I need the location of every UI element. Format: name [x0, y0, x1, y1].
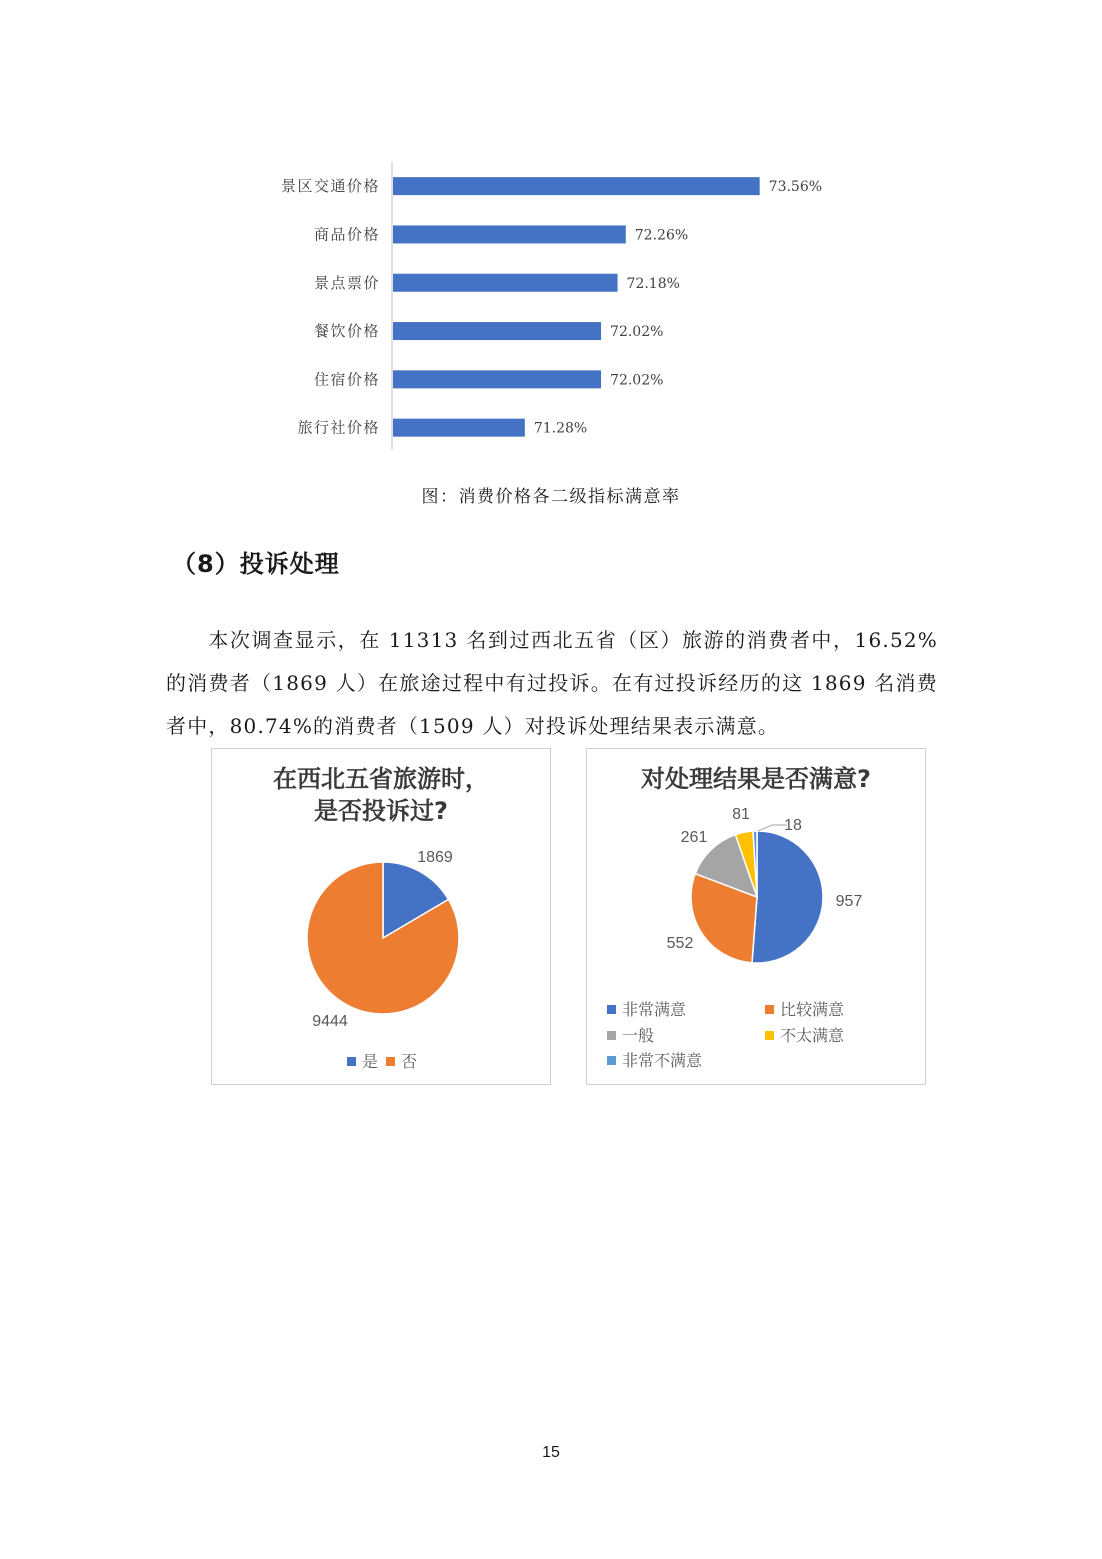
legend-item [765, 1023, 844, 1046]
legend-label: 比较满意 [780, 1000, 845, 1019]
legend-label: 非常满意 [622, 1000, 687, 1019]
bar [393, 419, 525, 437]
legend-swatch [765, 1031, 774, 1040]
legend-swatch [607, 1056, 616, 1065]
legend-swatch [607, 1005, 616, 1014]
bar [393, 370, 601, 388]
legend-item [765, 997, 844, 1020]
legend-item [607, 1023, 654, 1046]
bar-category-label: 景区交通价格 [280, 177, 380, 196]
bar [393, 177, 760, 195]
bar-chart [264, 140, 840, 476]
legend-swatch [607, 1031, 616, 1040]
bar-value-label: 71.28% [533, 420, 588, 437]
bar [393, 225, 626, 243]
pie-chart-legend [212, 1049, 550, 1073]
bar-category-label: 商品价格 [313, 225, 380, 244]
pie-chart-legend [587, 997, 925, 1077]
pie-chart-complaint [211, 748, 551, 1085]
legend-item [347, 1049, 378, 1072]
body-paragraph-text: 本次调查显示，在 11313 名到过西北五省（区）旅游的消费者中，16.52%的消费者（1869 人）在旅途过程中有过投诉。在有过投诉经历的这 1869 名消费者中，80.74%的消费者（1509 人）对投诉处理结果表示满意。 [166, 628, 938, 738]
legend-item [607, 997, 686, 1020]
legend-label: 是 [362, 1052, 379, 1071]
legend-swatch [386, 1057, 395, 1066]
pie-data-label: 957 [835, 893, 863, 910]
pie-chart-title: 对处理结果是否满意? [641, 765, 871, 793]
pie-data-label: 81 [732, 806, 750, 823]
pie-leader-line [758, 825, 787, 831]
pie-slice [752, 831, 823, 963]
legend-item [386, 1049, 417, 1072]
pie-data-label: 552 [666, 935, 694, 952]
section-heading: （8）投诉处理 [172, 550, 340, 578]
bar-value-label: 73.56% [768, 179, 823, 196]
pie-data-label: 18 [784, 817, 802, 834]
legend-label: 非常不满意 [622, 1051, 703, 1070]
bar-category-label: 旅行社价格 [297, 418, 380, 437]
body-paragraph [166, 619, 938, 748]
bar [393, 274, 618, 292]
pie-data-label: 1869 [417, 849, 453, 866]
legend-label: 一般 [622, 1026, 655, 1045]
bar-category-label: 住宿价格 [313, 370, 380, 389]
bar-value-label: 72.18% [626, 275, 680, 292]
bar-value-label: 72.02% [610, 372, 664, 389]
legend-swatch [347, 1057, 356, 1066]
bar-value-label: 72.26% [634, 227, 689, 244]
legend-item [607, 1048, 702, 1071]
legend-swatch [765, 1005, 774, 1014]
pie-chart-satisfaction [586, 748, 926, 1085]
pie-chart-title-line1: 在西北五省旅游时， [273, 765, 489, 793]
bar [393, 322, 601, 340]
pie-chart-plot [212, 749, 550, 1084]
bar-value-label: 72.02% [610, 324, 664, 341]
legend-label: 不太满意 [780, 1026, 845, 1045]
pie-chart-title-line2: 是否投诉过? [314, 797, 448, 825]
figure-caption: 图：消费价格各二级指标满意率 [421, 487, 681, 507]
page-number: 15 [542, 1444, 560, 1461]
bar-category-label: 景点票价 [313, 273, 380, 292]
pie-data-label: 9444 [312, 1013, 348, 1030]
bar-category-label: 餐饮价格 [313, 322, 380, 341]
pie-data-label: 261 [680, 829, 708, 846]
legend-label: 否 [401, 1052, 418, 1071]
